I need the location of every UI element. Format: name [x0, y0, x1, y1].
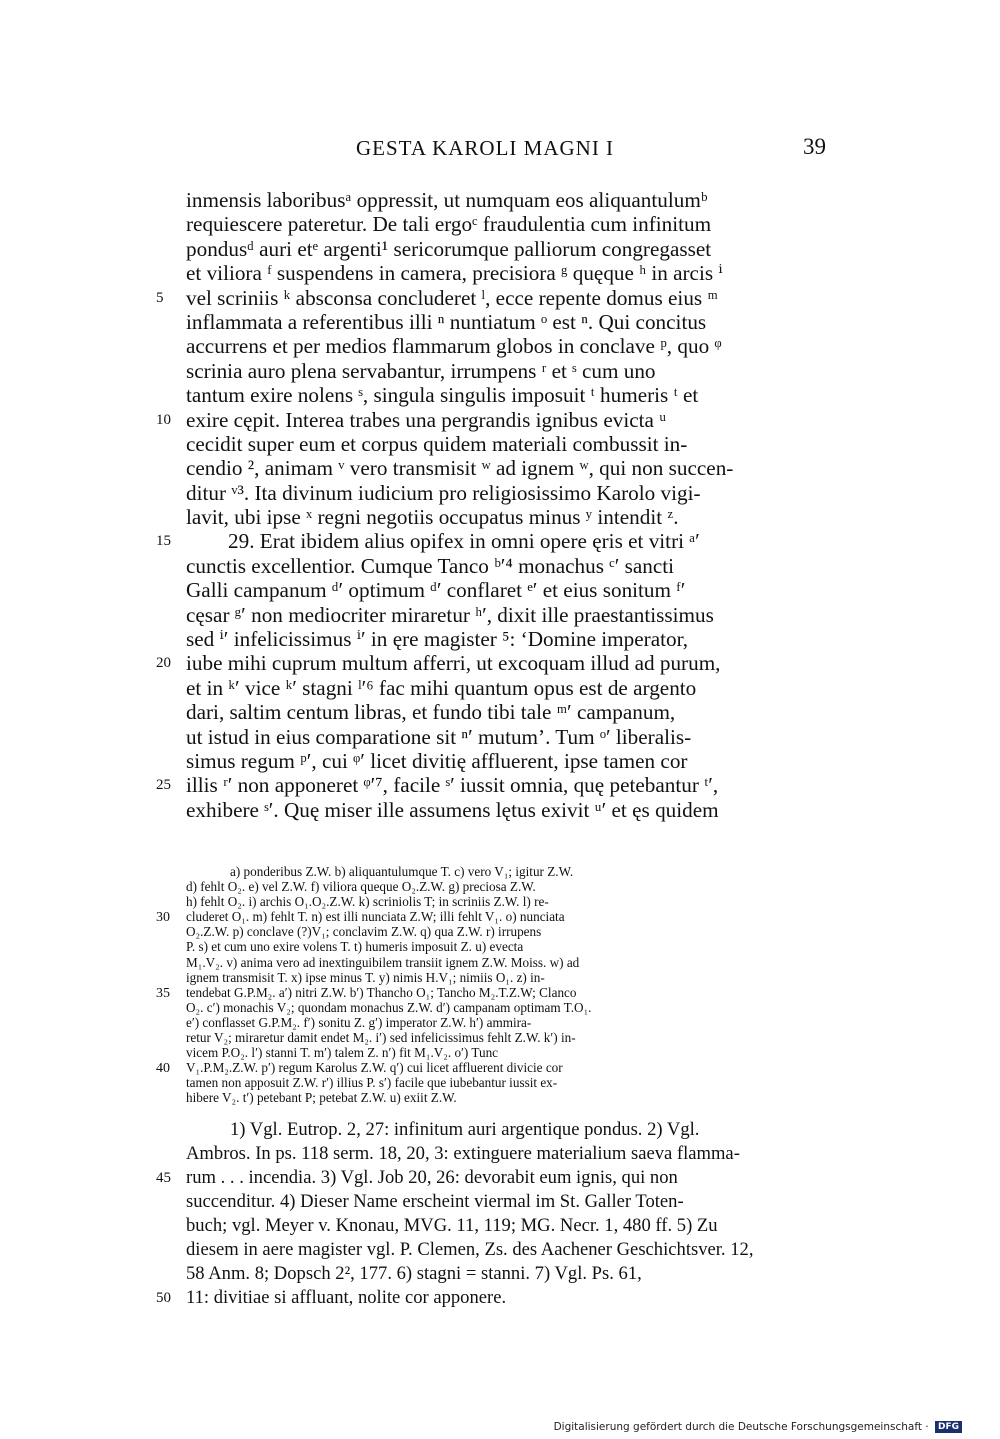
main_text-text: et viliora ᶠ suspendens in camera, precisiora ᵍ quęque ʰ in arcis ⁱ — [186, 261, 723, 286]
main_text-text: pondusᵈ auri etᵉ argenti¹ sericorumque palliorum congregasset — [186, 236, 712, 261]
line-number: 45 — [156, 1170, 171, 1186]
main_text-line — [186, 456, 826, 480]
main_text-text: ut istud in eius comparatione sit ⁿ′ mutum’. Tum ᵒ′ liberalis- — [186, 724, 692, 749]
apparatus-line — [186, 924, 826, 939]
apparatus-line — [186, 970, 826, 985]
line-number: 35 — [156, 985, 170, 1001]
main_text-line — [186, 237, 826, 261]
main_text-line — [156, 651, 826, 676]
notes-line — [186, 1142, 826, 1166]
main_text-text: illis ʳ′ non apponeret ᵠ′⁷, facile ˢ′ iussit omnia, quę petebantur ᵗ′, — [186, 773, 719, 798]
apparatus-text: a) ponderibus Z.W. b) aliquantulumque T. c) vero V₁; igitur Z.W. — [230, 864, 574, 879]
apparatus-line — [186, 894, 826, 909]
main_text-line — [186, 554, 826, 578]
dfg-footer — [554, 1421, 962, 1433]
notes-line — [186, 1214, 826, 1238]
main_text-text: dari, saltim centum libras, et fundo tibi tale ᵐ′ campanum, — [186, 700, 676, 725]
main_text-line — [186, 310, 826, 334]
line-number: 15 — [156, 533, 171, 550]
apparatus-line — [186, 1030, 826, 1045]
main_text-line — [186, 603, 826, 627]
main-text — [156, 188, 826, 822]
main_text-text: sed ⁱ′ infelicissimus ⁱ′ in ęre magister ⁵: ‘Domine imperator, — [186, 627, 689, 652]
main_text-text: inflammata a referentibus illi ⁿ nuntiatum ᵒ est ⁿ. Qui concitus — [186, 309, 707, 334]
apparatus-text: tamen non apposuit Z.W. r′) illius P. s′) facile que iubebantur iussit ex- — [186, 1075, 558, 1091]
apparatus-text: P. s) et cum uno exire volens T. t) humeris imposuit Z. u) evecta — [186, 939, 524, 955]
notes-text: diesem in aere magister vgl. P. Clemen, Zs. des Aachener Geschichtsver. 12, — [186, 1239, 754, 1260]
source-notes — [156, 1118, 826, 1310]
running-title: GESTA KAROLI MAGNI I — [356, 136, 615, 160]
apparatus-line — [186, 1000, 826, 1015]
apparatus-line — [156, 1060, 826, 1077]
main_text-text: exire cępit. Interea trabes una pergrandis ignibus evicta ᵘ — [186, 407, 667, 432]
apparatus-line — [186, 1090, 826, 1105]
apparatus-text: ignem transmisit T. x) ipse minus T. y) nimis H.V₁; nimiis O₁. z) in- — [186, 969, 545, 985]
apparatus-text: vicem P.O₂. l′) stanni T. m′) talem Z. n′) fit M₁.V₂. o′) Tunc — [186, 1045, 499, 1061]
main_text-line — [186, 676, 826, 700]
main_text-text: cendio ², animam ᵛ vero transmisit ʷ ad ignem ʷ, qui non succen- — [186, 456, 734, 481]
main_text-text: cecidit super eum et corpus quidem materiali combussit in- — [186, 431, 688, 456]
notes-text: buch; vgl. Meyer v. Knonau, MVG. 11, 119; MG. Necr. 1, 480 ff. 5) Zu — [186, 1215, 718, 1236]
main_text-line — [186, 627, 826, 651]
line-number: 50 — [156, 1290, 171, 1306]
main_text-line — [186, 334, 826, 358]
main_text-line — [186, 359, 826, 383]
main_text-text: 29. Erat ibidem alius opifex in omni opere ęris et vitri ᵃ′ — [228, 529, 700, 554]
main_text-line — [186, 383, 826, 407]
apparatus-line — [186, 955, 826, 970]
main_text-line — [156, 407, 826, 432]
main_text-text: inmensis laboribusᵃ oppressit, ut numquam eos aliquantulumᵇ — [186, 188, 708, 212]
apparatus-text: h) fehlt O₂. i) archis O₁.O₂.Z.W. k) scriniolis T; in scriniis Z.W. l) re- — [186, 894, 549, 910]
main_text-line — [186, 798, 826, 822]
main_text-text: ditur ᵛ³. Ita divinum iudicium pro religiosissimo Karolo vigi- — [186, 480, 701, 505]
main_text-text: iube mihi cuprum multum afferri, ut excoquam illud ad purum, — [186, 651, 721, 676]
footer-text: Digitalisierung gefördert durch die Deutsche Forschungsgemeinschaft · — [553, 1421, 929, 1433]
line-number: 10 — [156, 411, 171, 428]
main_text-line — [186, 700, 826, 724]
main_text-line — [186, 188, 826, 212]
main_text-text: simus regum ᵖ′, cui ᵠ′ licet divitię affluerent, ipse tamen cor — [186, 748, 688, 773]
main_text-text: Galli campanum ᵈ′ optimum ᵈ′ conflaret ᵉ′ et eius sonitum ᶠ′ — [186, 578, 686, 603]
apparatus-text: O₂. c′) monachis V₂; quondam monachus Z.W. d′) campanam optimam T.O₁. — [186, 999, 592, 1015]
apparatus-line — [186, 864, 826, 879]
main_text-line — [186, 505, 826, 529]
page-header — [186, 136, 826, 166]
notes-text: Ambros. In ps. 118 serm. 18, 20, 3: extinguere materialium saeva flamma- — [186, 1143, 740, 1164]
apparatus-text: hibere V₂. t′) petebant P; petebat Z.W. u) exiit Z.W. — [186, 1090, 457, 1106]
apparatus-line — [186, 1075, 826, 1090]
notes-line — [186, 1238, 826, 1262]
notes-text: 1) Vgl. Eutrop. 2, 27: infinitum auri argentique pondus. 2) Vgl. — [230, 1119, 700, 1140]
main_text-text: cunctis excellentior. Cumque Tanco ᵇ′⁴ monachus ᶜ′ sancti — [186, 553, 675, 578]
line-number: 25 — [156, 777, 171, 794]
main_text-line — [186, 481, 826, 505]
notes-line — [186, 1118, 826, 1142]
main_text-text: lavit, ubi ipse ˣ regni negotiis occupatus minus ʸ intendit ᶻ. — [186, 505, 679, 530]
apparatus-text: M₁.V₂. v) anima vero ad inextinguibilem transiit ignem Z.W. Moiss. w) ad — [186, 954, 580, 970]
notes-text: rum . . . incendia. 3) Vgl. Job 20, 26: devorabit eum ignis, qui non — [186, 1167, 678, 1188]
notes-line — [156, 1286, 826, 1310]
main_text-text: exhibere ˢ′. Quę miser ille assumens lętus exivit ᵘ′ et ęs quidem — [186, 797, 719, 822]
main_text-text: tantum exire nolens ˢ, singula singulis imposuit ᵗ humeris ᵗ et — [186, 383, 699, 408]
apparatus-line — [186, 1015, 826, 1030]
main_text-text: vel scriniis ᵏ absconsa concluderet ˡ, ecce repente domus eius ᵐ — [186, 285, 718, 310]
apparatus-line — [186, 939, 826, 954]
main_text-line — [186, 578, 826, 602]
line-number: 5 — [156, 289, 164, 306]
notes-line — [186, 1190, 826, 1214]
dfg-logo-icon: DFG — [935, 1421, 962, 1433]
apparatus-text: tendebat G.P.M₂. a′) nitri Z.W. b′) Thancho O₁; Tancho M₂.T.Z.W; Clanco — [186, 984, 577, 1000]
apparatus-text: V₁.P.M₂.Z.W. p′) regum Karolus Z.W. q′) cui licet affluerent divicie cor — [186, 1060, 563, 1076]
main_text-line — [186, 261, 826, 285]
main_text-line — [156, 529, 826, 554]
apparatus-text: retur V₂; miraretur damit endet M₂. i′) sed infelicissimus fehlt Z.W. k′) in- — [186, 1030, 576, 1046]
main_text-text: accurrens et per medios flammarum globos in conclave ᵖ, quo ᵠ — [186, 334, 722, 359]
page-number: 39 — [803, 134, 826, 159]
main_text-line — [186, 725, 826, 749]
apparatus-line — [156, 984, 826, 1001]
apparatus-line — [186, 879, 826, 894]
notes-text: 11: divitiae si affluant, nolite cor apponere. — [186, 1287, 507, 1308]
apparatus-text: e′) conflasset G.P.M₂. f′) sonitu Z. g′) imperator Z.W. h′) ammira- — [186, 1014, 532, 1030]
line-number: 20 — [156, 655, 171, 672]
notes-line — [186, 1262, 826, 1286]
notes-text: succenditur. 4) Dieser Name erscheint viermal im St. Galler Toten- — [186, 1191, 684, 1212]
apparatus-text: O₂.Z.W. p) conclave (?)V₁; conclavim Z.W. q) qua Z.W. r) irrupens — [186, 924, 542, 940]
main_text-text: scrinia auro plena servabantur, irrumpens ʳ et ˢ cum uno — [186, 358, 656, 383]
line-number: 40 — [156, 1061, 170, 1077]
notes-text: 58 Anm. 8; Dopsch 2², 177. 6) stagni = stanni. 7) Vgl. Ps. 61, — [186, 1263, 642, 1284]
main_text-line — [186, 749, 826, 773]
apparatus-line — [186, 1045, 826, 1060]
main_text-line — [156, 285, 826, 310]
main_text-line — [186, 432, 826, 456]
apparatus-text: d) fehlt O₂. e) vel Z.W. f) viliora queque O₂.Z.W. g) preciosa Z.W. — [186, 879, 536, 895]
apparatus-line — [156, 909, 826, 926]
apparatus-text: cluderet O₁. m) fehlt T. n) est illi nunciata Z.W; illi fehlt V₁. o) nunciata — [186, 909, 565, 925]
line-number: 30 — [156, 910, 170, 926]
main_text-text: et in ᵏ′ vice ᵏ′ stagni ˡ′⁶ fac mihi quantum opus est de argento — [186, 675, 697, 700]
notes-line — [156, 1166, 826, 1190]
main_text-line — [156, 773, 826, 798]
main_text-text: cęsar ᵍ′ non mediocriter miraretur ʰ′, dixit ille praestantissimus — [186, 602, 714, 627]
critical-apparatus — [156, 864, 826, 1106]
main_text-line — [186, 212, 826, 236]
main_text-text: requiescere pateretur. De tali ergoᶜ fraudulentia cum infinitum — [186, 212, 712, 237]
